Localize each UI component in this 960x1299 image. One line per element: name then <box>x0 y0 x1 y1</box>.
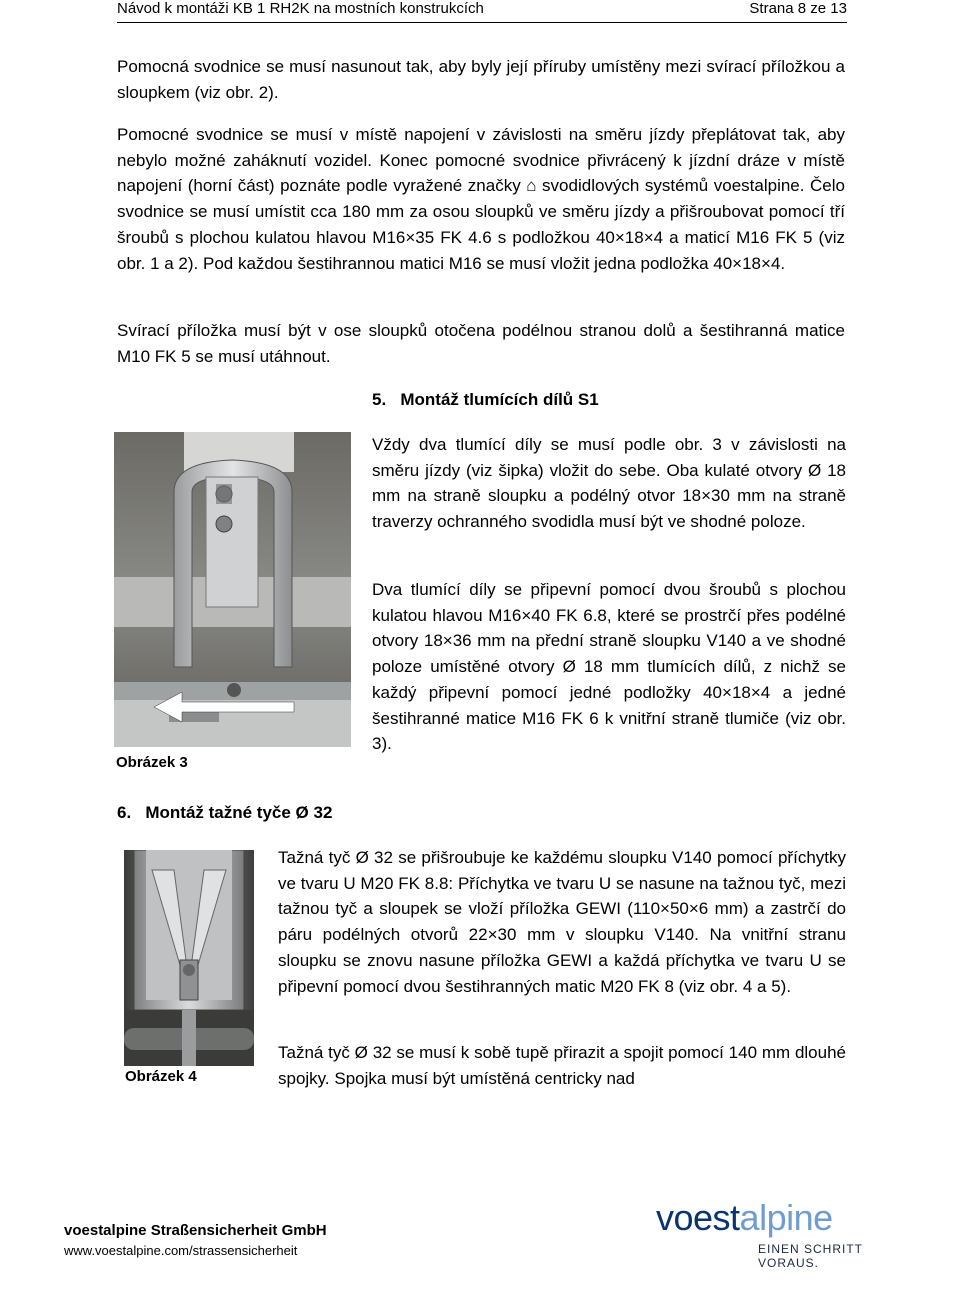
section-6-paragraph-2: Tažná tyč Ø 32 se musí k sobě tupě přirazit a spojit pomocí 140 mm dlouhé spojky. Spojka musí být umístěná centricky nad <box>278 1043 846 1088</box>
page-number: Strana 8 ze 13 <box>749 0 847 17</box>
figure-4-photo <box>124 850 254 1066</box>
logo-wordmark: voestalpine <box>656 1197 833 1238</box>
intro-paragraph-3: Svírací příložka musí být v ose sloupků otočena podélnou stranou dolů a šestihranná matice M10 FK 5 se musí utáhnout. <box>117 321 845 366</box>
figure-4-caption: Obrázek 4 <box>125 1068 197 1082</box>
logo-slogan: EINEN SCHRITT VORAUS. <box>758 1242 863 1270</box>
section-5-paragraph-2: Dva tlumící díly se připevní pomocí dvou šroubů s plochou kulatou hlavou M16×40 FK 6.8, které se prostrčí přes podélné otvory 18×36 mm na přední straně sloupku V140 a ve shodné poloze umístěné otvory Ø 18 mm tlumících dílů, z nichž se každý připevní pomocí jedné podložky 40×18×4 a jedné šestihranné matice M16 FK 6 k vnitřní straně tlumiče (viz obr. 3). <box>372 580 846 754</box>
page-header <box>117 0 847 23</box>
section-6-paragraph-1: Tažná tyč Ø 32 se přišroubuje ke každému sloupku V140 pomocí příchytky ve tvaru U M20 FK 8.8: Příchytka ve tvaru U se nasune na tažnou tyč, mezi tažnou tyč a sloupek se vloží příložka GEWI (110×50×6 mm) a zastrčí do páru podélných otvorů 22×30 mm v sloupku V140. Na vnitřní stranu sloupku se znovu nasune příložka GEWI a každá příchytka ve tvaru U se připevní pomocí dvou šestihranných matic M20 FK 8 (viz obr. 4 a 5). <box>278 848 846 996</box>
footer-company: voestalpine Straßensicherheit GmbH <box>64 1222 327 1239</box>
voestalpine-logo <box>656 1197 926 1270</box>
intro-paragraph-2: Pomocné svodnice se musí v místě napojení v závislosti na směru jízdy přeplátovat tak, aby nebylo možné zaháknutí vozidel. Konec pomocné svodnice přivrácený k jízdní dráze v místě napojení (horní část) poznáte podle vyražené značky ⌂ svodidlových systémů voestalpine. Čelo svodnice se musí umístit cca 180 mm za osou sloupků ve směru jízdy a přišroubovat pomocí tří šroubů s plochou kulatou hlavou M16×35 FK 4.6 s podložkou 40×18×4 a maticí M16 FK 5 (viz obr. 1 a 2). Pod každou šestihrannou matici M16 se musí vložit jedna podložka 40×18×4. <box>117 125 845 273</box>
intro-paragraph-1: Pomocná svodnice se musí nasunout tak, aby byly její příruby umístěny mezi svírací příložkou a sloupkem (viz obr. 2). <box>117 57 845 102</box>
section-5-paragraph-1: Vždy dva tlumící díly se musí podle obr. 3 v závislosti na směru jízdy (viz šipka) vložit do sebe. Oba kulaté otvory Ø 18 mm na straně sloupku a podélný otvor 18×30 mm na straně traverzy ochranného svodidla musí být ve shodné poloze. <box>372 435 846 532</box>
section-5-heading: 5. Montáž tlumících dílů S1 <box>372 390 599 409</box>
document-title: Návod k montáži KB 1 RH2K na mostních konstrukcích <box>117 0 484 17</box>
section-6-heading: 6. Montáž tažné tyče Ø 32 <box>117 803 333 822</box>
figure-3-photo <box>114 432 351 747</box>
footer-website[interactable]: www.voestalpine.com/strassensicherheit <box>64 1243 298 1258</box>
figure-3-caption: Obrázek 3 <box>116 754 188 771</box>
